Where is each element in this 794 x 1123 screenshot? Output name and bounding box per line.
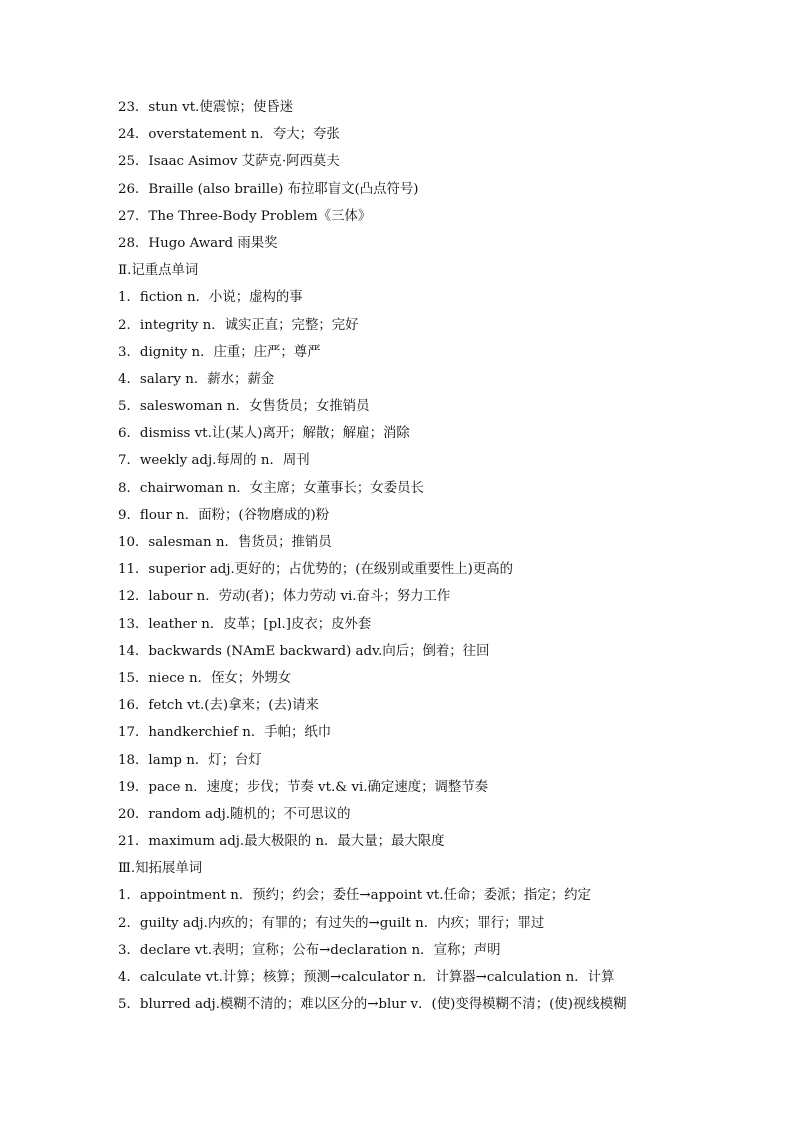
vocab-entry: 5．saleswoman n．女售货员；女推销员 [118,399,370,415]
vocab-entry: 3．declare vt.表明；宣称；公布→declaration n．宣称；声明 [118,942,501,958]
vocab-entry: 2．integrity n．诚实正直；完整；完好 [118,317,359,333]
section-heading-key-words: Ⅱ.记重点单词 [118,263,199,279]
vocab-entry: 19．pace n．速度；步伐；节奏 vt.& vi.确定速度；调整节奏 [118,779,489,795]
vocab-entry: 2．guilty adj.内疚的；有罪的；有过失的→guilt n．内疚；罪行；罪过 [118,915,545,931]
vocab-entry: 15．niece n．侄女；外甥女 [118,670,292,686]
vocab-entry: 28．Hugo Award 雨果奖 [118,235,278,251]
vocab-entry: 6．dismiss vt.让(某人)离开；解散；解雇；消除 [118,426,410,442]
vocab-entry: 5．blurred adj.模糊不清的；难以区分的→blur v．(使)变得模糊不清；(使)视线模糊 [118,997,627,1013]
vocab-entry: 23．stun vt.使震惊；使昏迷 [118,100,294,115]
vocab-entry: 20．random adj.随机的；不可思议的 [118,806,351,822]
vocab-entry: 14．backwards (NAmE backward) adv.向后；倒着；往回 [118,643,490,659]
vocab-entry: 16．fetch vt.(去)拿来；(去)请来 [118,698,319,714]
vocab-entry: 12．labour n．劳动(者)；体力劳动 vi.奋斗；努力工作 [118,589,451,605]
vocab-entry: 25．Isaac Asimov 艾萨克·阿西莫夫 [118,154,340,170]
vocab-entry: 18．lamp n．灯；台灯 [118,752,262,768]
vocab-entry: 7．weekly adj.每周的 n．周刊 [118,453,310,469]
vocab-entry: 26．Braille (also braille) 布拉耶盲文(凸点符号) [118,181,419,197]
vocab-entry: 3．dignity n．庄重；庄严；尊严 [118,344,321,360]
vocab-entry: 4．calculate vt.计算；核算；预测→calculator n．计算器→calculation n．计算 [118,970,615,985]
vocab-entry: 4．salary n．薪水；薪金 [118,371,275,387]
vocab-entry: 17．handkerchief n．手帕；纸巾 [118,725,332,741]
vocab-entry: 27．The Three-Body Problem《三体》 [118,208,372,224]
vocab-entry: 21．maximum adj.最大极限的 n．最大量；最大限度 [118,834,445,850]
vocab-entry: 8．chairwoman n．女主席；女董事长；女委员长 [118,480,424,496]
vocab-entry: 1．fiction n．小说；虚构的事 [118,290,303,306]
vocab-entry: 24．overstatement n．夸大；夸张 [118,127,340,143]
vocab-entry: 9．flour n．面粉；(谷物磨成的)粉 [118,507,330,523]
vocab-entry: 13．leather n．皮革；[pl.]皮衣；皮外套 [118,616,372,632]
vocab-entry: 10．salesman n．售货员；推销员 [118,535,332,550]
section-heading-extended-words: Ⅲ.知拓展单词 [118,861,203,877]
vocab-entry: 11．superior adj.更好的；占优势的；(在级别或重要性上)更高的 [118,562,514,578]
vocabulary-document [118,94,738,1018]
vocab-entry: 1．appointment n．预约；约会；委任→appoint vt.任命；委派；指定；约定 [118,888,591,904]
